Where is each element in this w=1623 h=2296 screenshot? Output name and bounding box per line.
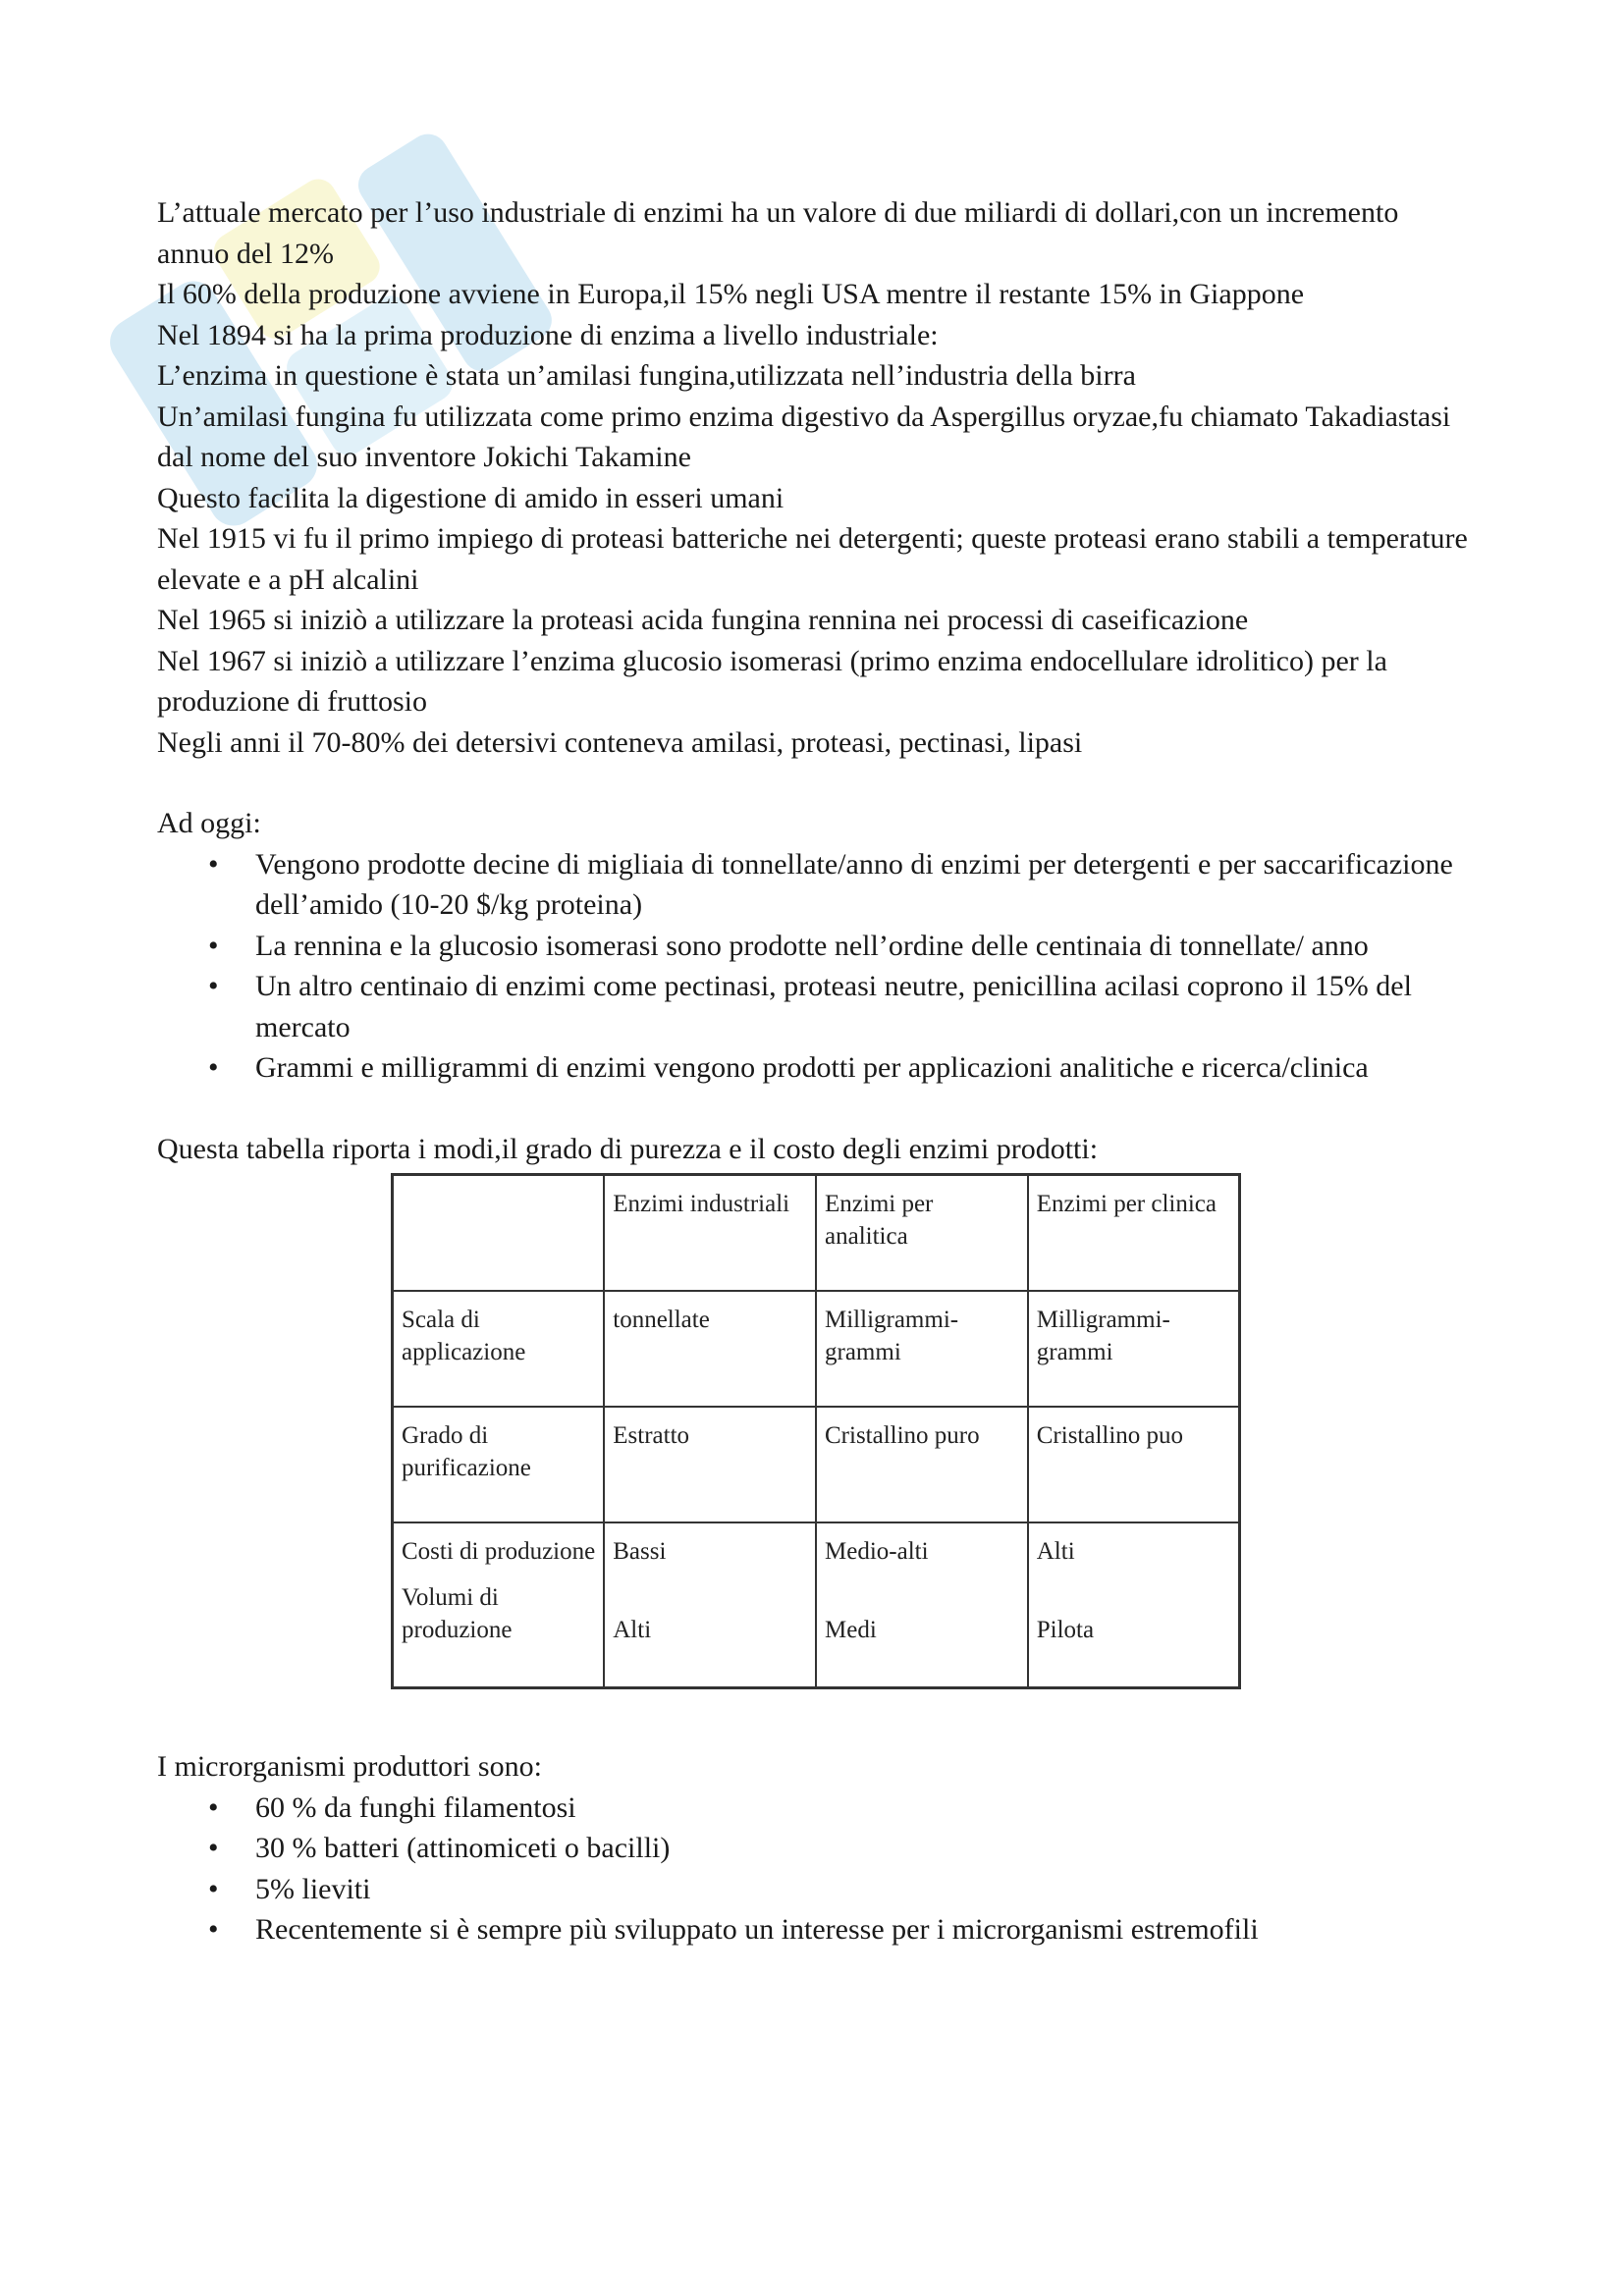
table-cell: Cristallino puro	[816, 1407, 1028, 1522]
paragraph: Nel 1965 si iniziò a utilizzare la proteasi acida fungina rennina nei processi di caseificazione	[157, 604, 1249, 636]
table-cell: Cristallino puo	[1028, 1407, 1240, 1522]
table-header-row	[393, 1175, 1240, 1292]
table-cell: Milligrammi-grammi	[1028, 1291, 1240, 1407]
paragraph: L’attuale mercato per l’uso industriale di enzimi ha un valore di due miliardi di dollari,con un incremento annuo del 12%	[157, 196, 1399, 270]
volume-value: Alti	[613, 1617, 652, 1643]
cost-value: Alti	[1036, 1538, 1075, 1565]
table-cell	[604, 1522, 816, 1688]
table-row	[393, 1407, 1240, 1522]
table-cell: Scala di applicazione	[393, 1291, 605, 1407]
volume-value: Medi	[825, 1617, 877, 1643]
paragraph: Questo facilita la digestione di amido in esseri umani	[157, 481, 784, 514]
today-list	[157, 844, 1473, 1089]
cost-value: Medio-alti	[825, 1538, 929, 1565]
paragraph: Nel 1894 si ha la prima produzione di enzima a livello industriale:	[157, 318, 939, 351]
list-item: • La rennina e la glucosio isomerasi sono prodotte nell’ordine delle centinaia di tonnellate/ anno	[157, 926, 1473, 967]
table-row	[393, 1291, 1240, 1407]
table-cell	[1028, 1522, 1240, 1688]
list-item: • Un altro centinaio di enzimi come pectinasi, proteasi neutre, penicillina acilasi coprono il 15% del mercato	[157, 966, 1473, 1047]
volume-label: Volumi di produzione	[402, 1584, 513, 1643]
table-intro: Questa tabella riporta i modi,il grado di purezza e il costo degli enzimi prodotti:	[157, 1132, 1099, 1165]
section-heading-microorganisms: I microrganismi produttori sono:	[157, 1750, 542, 1783]
paragraph: Negli anni il 70-80% dei detersivi conteneva amilasi, proteasi, pectinasi, lipasi	[157, 725, 1083, 759]
table-cell: Grado di purificazione	[393, 1407, 605, 1522]
section-heading-today: Ad oggi:	[157, 807, 261, 839]
paragraph: Nel 1967 si iniziò a utilizzare l’enzima glucosio isomerasi (primo enzima endocellulare idrolitico) per la produzione di fruttosio	[157, 644, 1387, 718]
paragraph: L’enzima in questione è stata un’amilasi fungina,utilizzata nell’industria della birra	[157, 359, 1136, 392]
table-header-cell: Enzimi per analitica	[816, 1175, 1028, 1292]
list-item: • Grammi e milligrammi di enzimi vengono prodotti per applicazioni analitiche e ricerca/clinica	[157, 1047, 1473, 1089]
paragraph: Nel 1915 vi fu il primo impiego di proteasi batteriche nei detergenti; queste proteasi erano stabili a temperature elevate e a pH alcalini	[157, 522, 1468, 596]
microorganisms-list	[157, 1788, 1473, 1950]
list-item: • Vengono prodotte decine di migliaia di tonnellate/anno di enzimi per detergenti e per saccarificazione dell’amido (10-20 $/kg proteina)	[157, 844, 1473, 926]
document-body	[157, 192, 1473, 1950]
enzyme-table-wrapper	[391, 1173, 1241, 1689]
paragraph: Il 60% della produzione avviene in Europa,il 15% negli USA mentre il restante 15% in Giappone	[157, 278, 1305, 310]
table-header-cell: Enzimi per clinica	[1028, 1175, 1240, 1292]
table-header-cell	[393, 1175, 605, 1292]
table-cell	[393, 1522, 605, 1688]
volume-value: Pilota	[1036, 1617, 1095, 1643]
enzyme-table	[391, 1173, 1241, 1689]
table-cell: tonnellate	[604, 1291, 816, 1407]
list-item: • 5% lieviti	[157, 1869, 1473, 1910]
list-item: • Recentemente si è sempre più sviluppato un interesse per i microrganismi estremofili	[157, 1909, 1473, 1950]
table-cell: Estratto	[604, 1407, 816, 1522]
table-cell: Milligrammi-grammi	[816, 1291, 1028, 1407]
list-item: • 60 % da funghi filamentosi	[157, 1788, 1473, 1829]
cost-label: Costi di produzione	[402, 1538, 596, 1565]
table-row	[393, 1522, 1240, 1688]
cost-value: Bassi	[613, 1538, 667, 1565]
paragraph: Un’amilasi fungina fu utilizzata come primo enzima digestivo da Aspergillus oryzae,fu chiamato Takadiastasi dal nome del suo inventore Jokichi Takamine	[157, 400, 1451, 473]
table-cell	[816, 1522, 1028, 1688]
table-header-cell: Enzimi industriali	[604, 1175, 816, 1292]
list-item: • 30 % batteri (attinomiceti o bacilli)	[157, 1828, 1473, 1869]
